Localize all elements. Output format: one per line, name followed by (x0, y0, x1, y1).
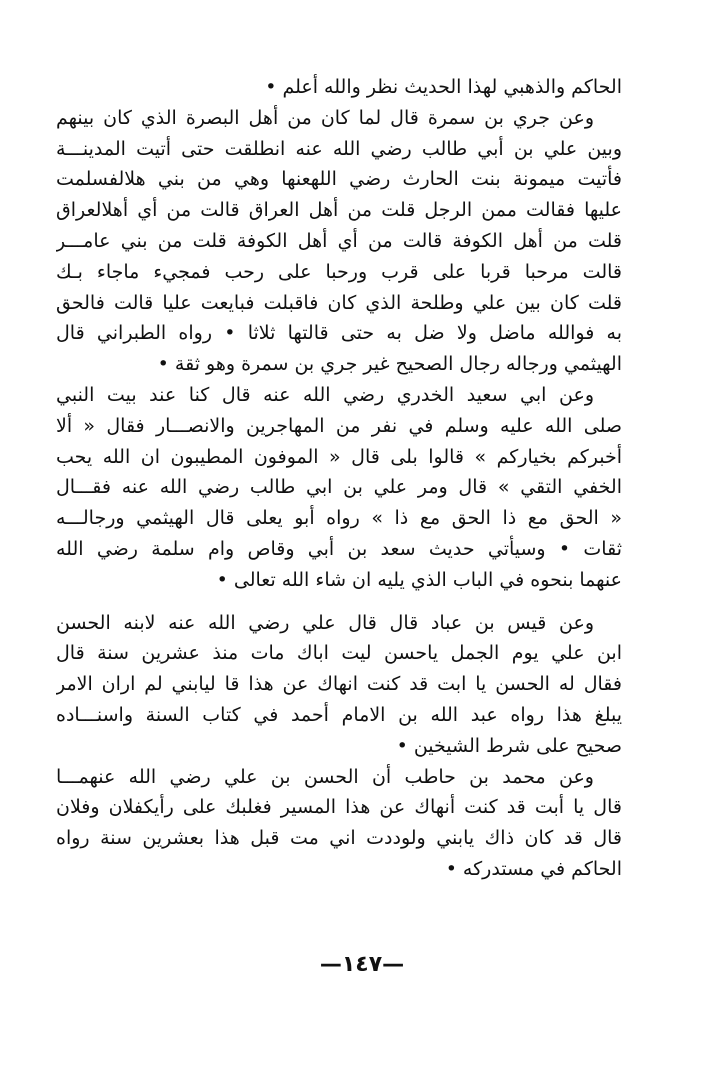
text-line: صلى الله عليه وسلم في نفر من المهاجرين والانصـــار فقال « ألا (56, 414, 622, 437)
text-line: وعن قيس بن عباد قال قال علي رضي الله عنه لابنه الحسن (56, 611, 594, 634)
text-line: « الحق مع ذا الحق مع ذا » رواه أبو يعلى قال الهيثمي ورجالـــه (56, 507, 622, 530)
page-number-dash-left: — (382, 952, 405, 977)
page-body (56, 72, 622, 1032)
paragraph-1 (56, 72, 622, 103)
text-line: الحاكم والذهبي لهذا الحديث نظر والله أعلم • (265, 76, 622, 98)
text-line: فأتيت ميمونة بنت الحارث رضي اللهعنها وهي من بني هلالفسلمت (56, 168, 622, 191)
text-line: وعن محمد بن حاطب أن الحسن بن علي رضي الله عنهمـــا (56, 765, 594, 788)
text-line: فقال له الحسن يا ابت قد كنت انهاك عن هذا قا ليابني لم اران الامر (56, 673, 622, 696)
text-line: قلت من أهل الكوفة قالت من أي أهل الكوفة قلت من بني عامـــر (56, 229, 622, 252)
text-line: صحيح على شرط الشيخين • (396, 734, 622, 757)
text-line: عليها فقالت ممن الرجل قلت من أهل العراق قالت من أي أهلالعراق (56, 199, 622, 222)
text-line: أخبركم بخياركم » قالوا بلى قال « الموفون المطيبون ان الله يحب (56, 445, 622, 468)
text-line: به فوالله ماضل ولا ضل به حتى قالتها ثلاثا • رواه الطبراني قال (56, 322, 622, 345)
text-line: وعن جري بن سمرة قال لما كان من أهل البصرة الذي كان بينهم (56, 106, 594, 129)
paragraph-2 (56, 103, 622, 380)
text-line: عنهما بنحوه في الباب الذي يليه ان شاء الله تعالى • (216, 568, 622, 591)
text-line: قال يا أبت قد كنت أنهاك عن هذا المسير فغلبك على رأيكفلان وفلان (56, 796, 622, 819)
text-line: وعن ابي سعيد الخدري رضي الله عنه قال كنا عند بيت النبي (56, 383, 594, 406)
text-line: الحاكم في مستدركه • (445, 857, 622, 880)
text-line: الخفي التقي » قال ومر علي بن ابي طالب رضي الله عنه فقـــال (56, 476, 622, 499)
text-line: يبلغ هذا رواه عبد الله بن الامام أحمد في كتاب السنة واسنـــاده (56, 703, 622, 726)
paragraph-5 (56, 762, 622, 885)
paragraph-4 (56, 608, 622, 762)
page-number-value: ١٤٧ (341, 952, 383, 977)
page-number (0, 952, 724, 977)
page-number-dash-right: — (319, 952, 342, 977)
text-line: ابن علي يوم الجمل ياحسن ليت اباك مات منذ عشرين سنة قال (56, 642, 622, 665)
paragraph-3 (56, 380, 622, 596)
text-line: قالت مرحبا قربا على قرب ورحبا على رحب فمجيء ماجاء بـك (56, 260, 622, 283)
text-line: ثقات • وسيأتي حديث سعد بن أبي وقاص وام سلمة رضي الله (56, 537, 622, 560)
text-line: الهيثمي ورجاله رجال الصحيح غير جري بن سمرة وهو ثقة • (157, 353, 622, 376)
text-line: وبين علي بن أبي طالب رضي الله عنه انطلقت حتى أتيت المدينـــة (56, 137, 622, 160)
paragraph-gap (56, 596, 622, 608)
text-line: قلت كان بين علي وطلحة الذي كان فاقبلت فبايعت عليا قالت فالحق (56, 291, 622, 314)
text-line: قال قد كان ذاك يابني ولوددت اني مت قبل هذا بعشرين سنة رواه (56, 827, 622, 850)
